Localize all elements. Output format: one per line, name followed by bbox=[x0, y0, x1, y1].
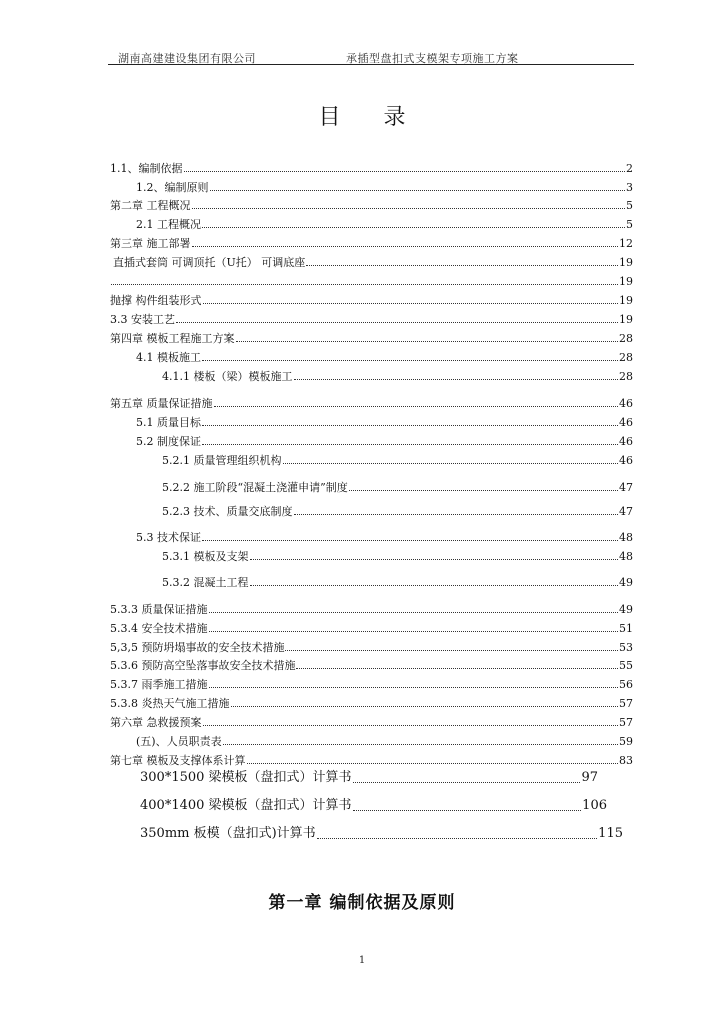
toc-entry[interactable]: 5.3.8 炎热天气施工措施 57 bbox=[110, 697, 633, 710]
toc-entry[interactable]: 第四章 模板工程施工方案 28 bbox=[110, 332, 633, 345]
header-company: 湖南高建建设集团有限公司 bbox=[118, 52, 256, 65]
toc-entry[interactable]: 2.1 工程概况 5 bbox=[136, 218, 633, 231]
toc-entry[interactable]: 5.3.4 安全技术措施 51 bbox=[110, 622, 633, 635]
toc-entry[interactable]: 5.3 技术保证 48 bbox=[136, 531, 633, 544]
toc-entry[interactable]: 4.1 模板施工 28 bbox=[136, 351, 633, 364]
toc-entry[interactable]: 1.1、编制依据 2 bbox=[110, 162, 633, 175]
toc-entry[interactable]: 直插式套筒 可调顶托（U托） 可调底座 19 bbox=[113, 256, 633, 269]
toc-entry[interactable]: 3.3 安装工艺 19 bbox=[110, 313, 633, 326]
toc-entry[interactable]: 5.3.3 质量保证措施 49 bbox=[110, 603, 633, 616]
toc-entry[interactable]: 第二章 工程概况 5 bbox=[110, 199, 633, 212]
toc-entry[interactable]: (五)、人员职责表 59 bbox=[136, 735, 633, 748]
page-number: 1 bbox=[358, 955, 366, 966]
toc-entry[interactable]: 300*1500 梁模板（盘扣式）计算书 97 bbox=[140, 770, 598, 785]
toc-title: 目 录 bbox=[318, 105, 424, 130]
header-doc-title: 承插型盘扣式支模架专项施工方案 bbox=[346, 52, 519, 65]
toc-entry[interactable]: 5.2.3 技术、质量交底制度 47 bbox=[162, 505, 633, 518]
toc-entry[interactable]: 5.2 制度保证 46 bbox=[136, 435, 633, 448]
toc-entry[interactable]: 5.2.1 质量管理组织机构 46 bbox=[162, 454, 633, 467]
toc-entry[interactable]: 抛撑 构件组装形式 19 bbox=[110, 294, 633, 307]
chapter-heading: 第一章 编制依据及原则 bbox=[268, 893, 456, 913]
toc-entry[interactable]: 第七章 模板及支撑体系计算 83 bbox=[110, 754, 633, 767]
toc-entry[interactable]: 400*1400 梁模板（盘扣式）计算书 106 bbox=[140, 798, 607, 813]
toc-entry[interactable]: 5,3,5 预防坍塌事故的安全技术措施 53 bbox=[110, 641, 633, 654]
toc-entry[interactable]: 5.2.2 施工阶段“混凝土浇灌申请”制度 47 bbox=[162, 481, 633, 494]
toc-entry[interactable]: 4.1.1 楼板（梁）模板施工 28 bbox=[162, 370, 633, 383]
toc-entry[interactable]: 19 bbox=[110, 275, 633, 288]
toc-entry[interactable]: 第五章 质量保证措施 46 bbox=[110, 397, 633, 410]
toc-entry[interactable]: 5.3.1 模板及支架 48 bbox=[162, 550, 633, 563]
toc-entry[interactable]: 第三章 施工部署 12 bbox=[110, 237, 633, 250]
toc-entry[interactable]: 350mm 板模（盘扣式)计算书 115 bbox=[140, 826, 623, 841]
toc-entry[interactable]: 5.1 质量目标 46 bbox=[136, 416, 633, 429]
toc-entry[interactable]: 5.3.2 混凝土工程 49 bbox=[162, 576, 633, 589]
toc-entry[interactable]: 5.3.6 预防高空坠落事故安全技术措施 55 bbox=[110, 659, 633, 672]
toc-entry[interactable]: 5.3.7 雨季施工措施 56 bbox=[110, 678, 633, 691]
header-rule bbox=[108, 64, 634, 65]
toc-entry[interactable]: 1.2、编制原则 3 bbox=[136, 181, 633, 194]
toc-entry[interactable]: 第六章 急救援预案 57 bbox=[110, 716, 633, 729]
